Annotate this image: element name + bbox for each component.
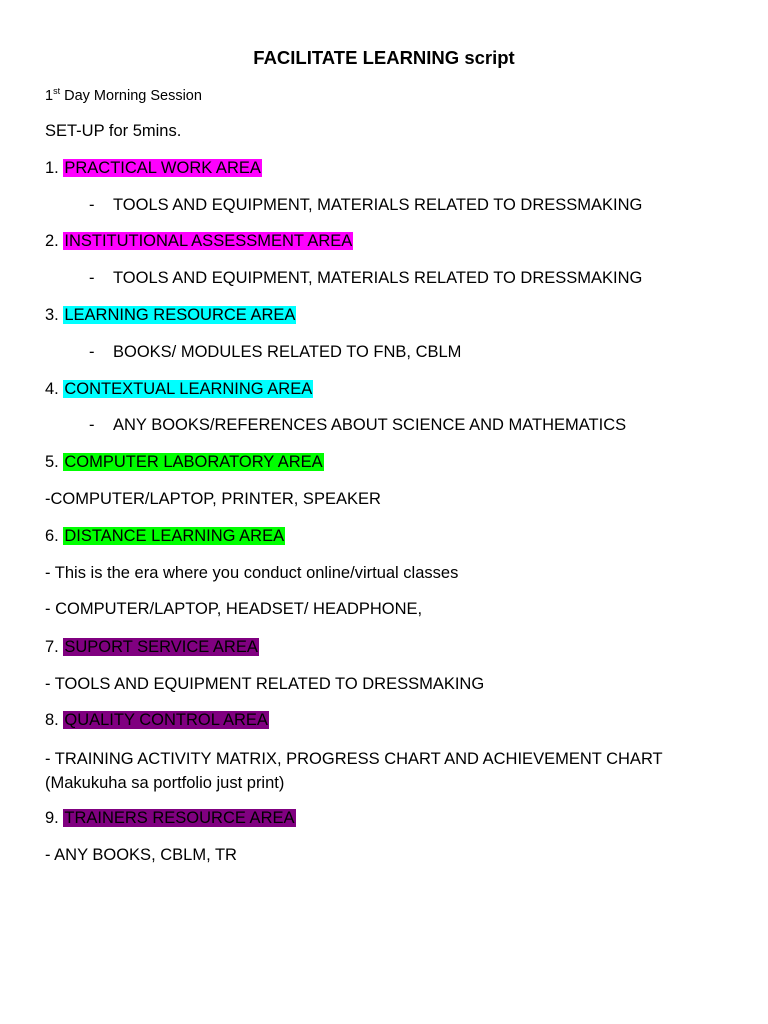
- bullet-dash: -: [89, 343, 95, 361]
- section-detail-7: - TOOLS AND EQUIPMENT RELATED TO DRESSMAKING: [45, 675, 485, 693]
- section-name-highlight: QUALITY CONTROL AREA: [64, 711, 268, 729]
- section-name-highlight: INSTITUTIONAL ASSESSMENT AREA: [64, 232, 353, 250]
- bullet-dash: -: [89, 196, 95, 214]
- section-number: 6.: [45, 527, 59, 545]
- setup-line: SET-UP for 5mins.: [45, 122, 182, 140]
- section-name-highlight: CONTEXTUAL LEARNING AREA: [64, 380, 313, 398]
- section-heading-3: [45, 305, 296, 325]
- section-heading-7: [45, 637, 259, 657]
- section-heading-1: [45, 158, 262, 178]
- section-detail-6b: - COMPUTER/LAPTOP, HEADSET/ HEADPHONE,: [45, 600, 423, 618]
- section-number: 2.: [45, 232, 59, 250]
- section-detail-9: - ANY BOOKS, CBLM, TR: [45, 846, 237, 864]
- section-heading-5: [45, 452, 324, 472]
- section-heading-2: [45, 231, 353, 251]
- section-number: 4.: [45, 380, 59, 398]
- section-name-highlight: TRAINERS RESOURCE AREA: [64, 809, 295, 827]
- section-detail-text: TOOLS AND EQUIPMENT, MATERIALS RELATED TO DRESSMAKING: [113, 196, 643, 214]
- section-detail-3: [89, 342, 461, 362]
- section-detail-text: ANY BOOKS/REFERENCES ABOUT SCIENCE AND MATHEMATICS: [113, 416, 627, 434]
- section-heading-4: [45, 379, 313, 399]
- bullet-dash: -: [89, 269, 95, 287]
- section-name-highlight: COMPUTER LABORATORY AREA: [64, 453, 323, 471]
- section-heading-9: [45, 808, 296, 828]
- section-name-highlight: LEARNING RESOURCE AREA: [64, 306, 296, 324]
- section-detail-8: - TRAINING ACTIVITY MATRIX, PROGRESS CHART AND ACHIEVEMENT CHART (Makukuha sa portfolio just print): [45, 750, 663, 792]
- section-detail-text: BOOKS/ MODULES RELATED TO FNB, CBLM: [113, 343, 462, 361]
- document-title: FACILITATE LEARNING script: [253, 47, 515, 68]
- section-detail-4: [89, 415, 626, 435]
- section-heading-6: [45, 526, 285, 546]
- section-number: 3.: [45, 306, 59, 324]
- section-number: 7.: [45, 638, 59, 656]
- section-number: 8.: [45, 711, 59, 729]
- section-name-highlight: SUPORT SERVICE AREA: [64, 638, 258, 656]
- section-detail-1: [89, 195, 642, 215]
- section-name-highlight: DISTANCE LEARNING AREA: [64, 527, 285, 545]
- section-detail-6a: - This is the era where you conduct online/virtual classes: [45, 564, 459, 582]
- section-name-highlight: PRACTICAL WORK AREA: [64, 159, 261, 177]
- section-heading-8: [45, 710, 269, 730]
- section-number: 1.: [45, 159, 59, 177]
- section-detail-text: TOOLS AND EQUIPMENT, MATERIALS RELATED TO DRESSMAKING: [113, 269, 643, 287]
- section-detail-5: -COMPUTER/LAPTOP, PRINTER, SPEAKER: [45, 490, 381, 508]
- session-label: [45, 87, 202, 105]
- section-detail-2: [89, 268, 642, 288]
- section-number: 9.: [45, 809, 59, 827]
- section-number: 5.: [45, 453, 59, 471]
- bullet-dash: -: [89, 416, 95, 434]
- session-label-text: Day Morning Session: [60, 88, 202, 104]
- session-ordinal-number: 1: [45, 88, 54, 104]
- session-ordinal-suffix: st: [53, 86, 61, 96]
